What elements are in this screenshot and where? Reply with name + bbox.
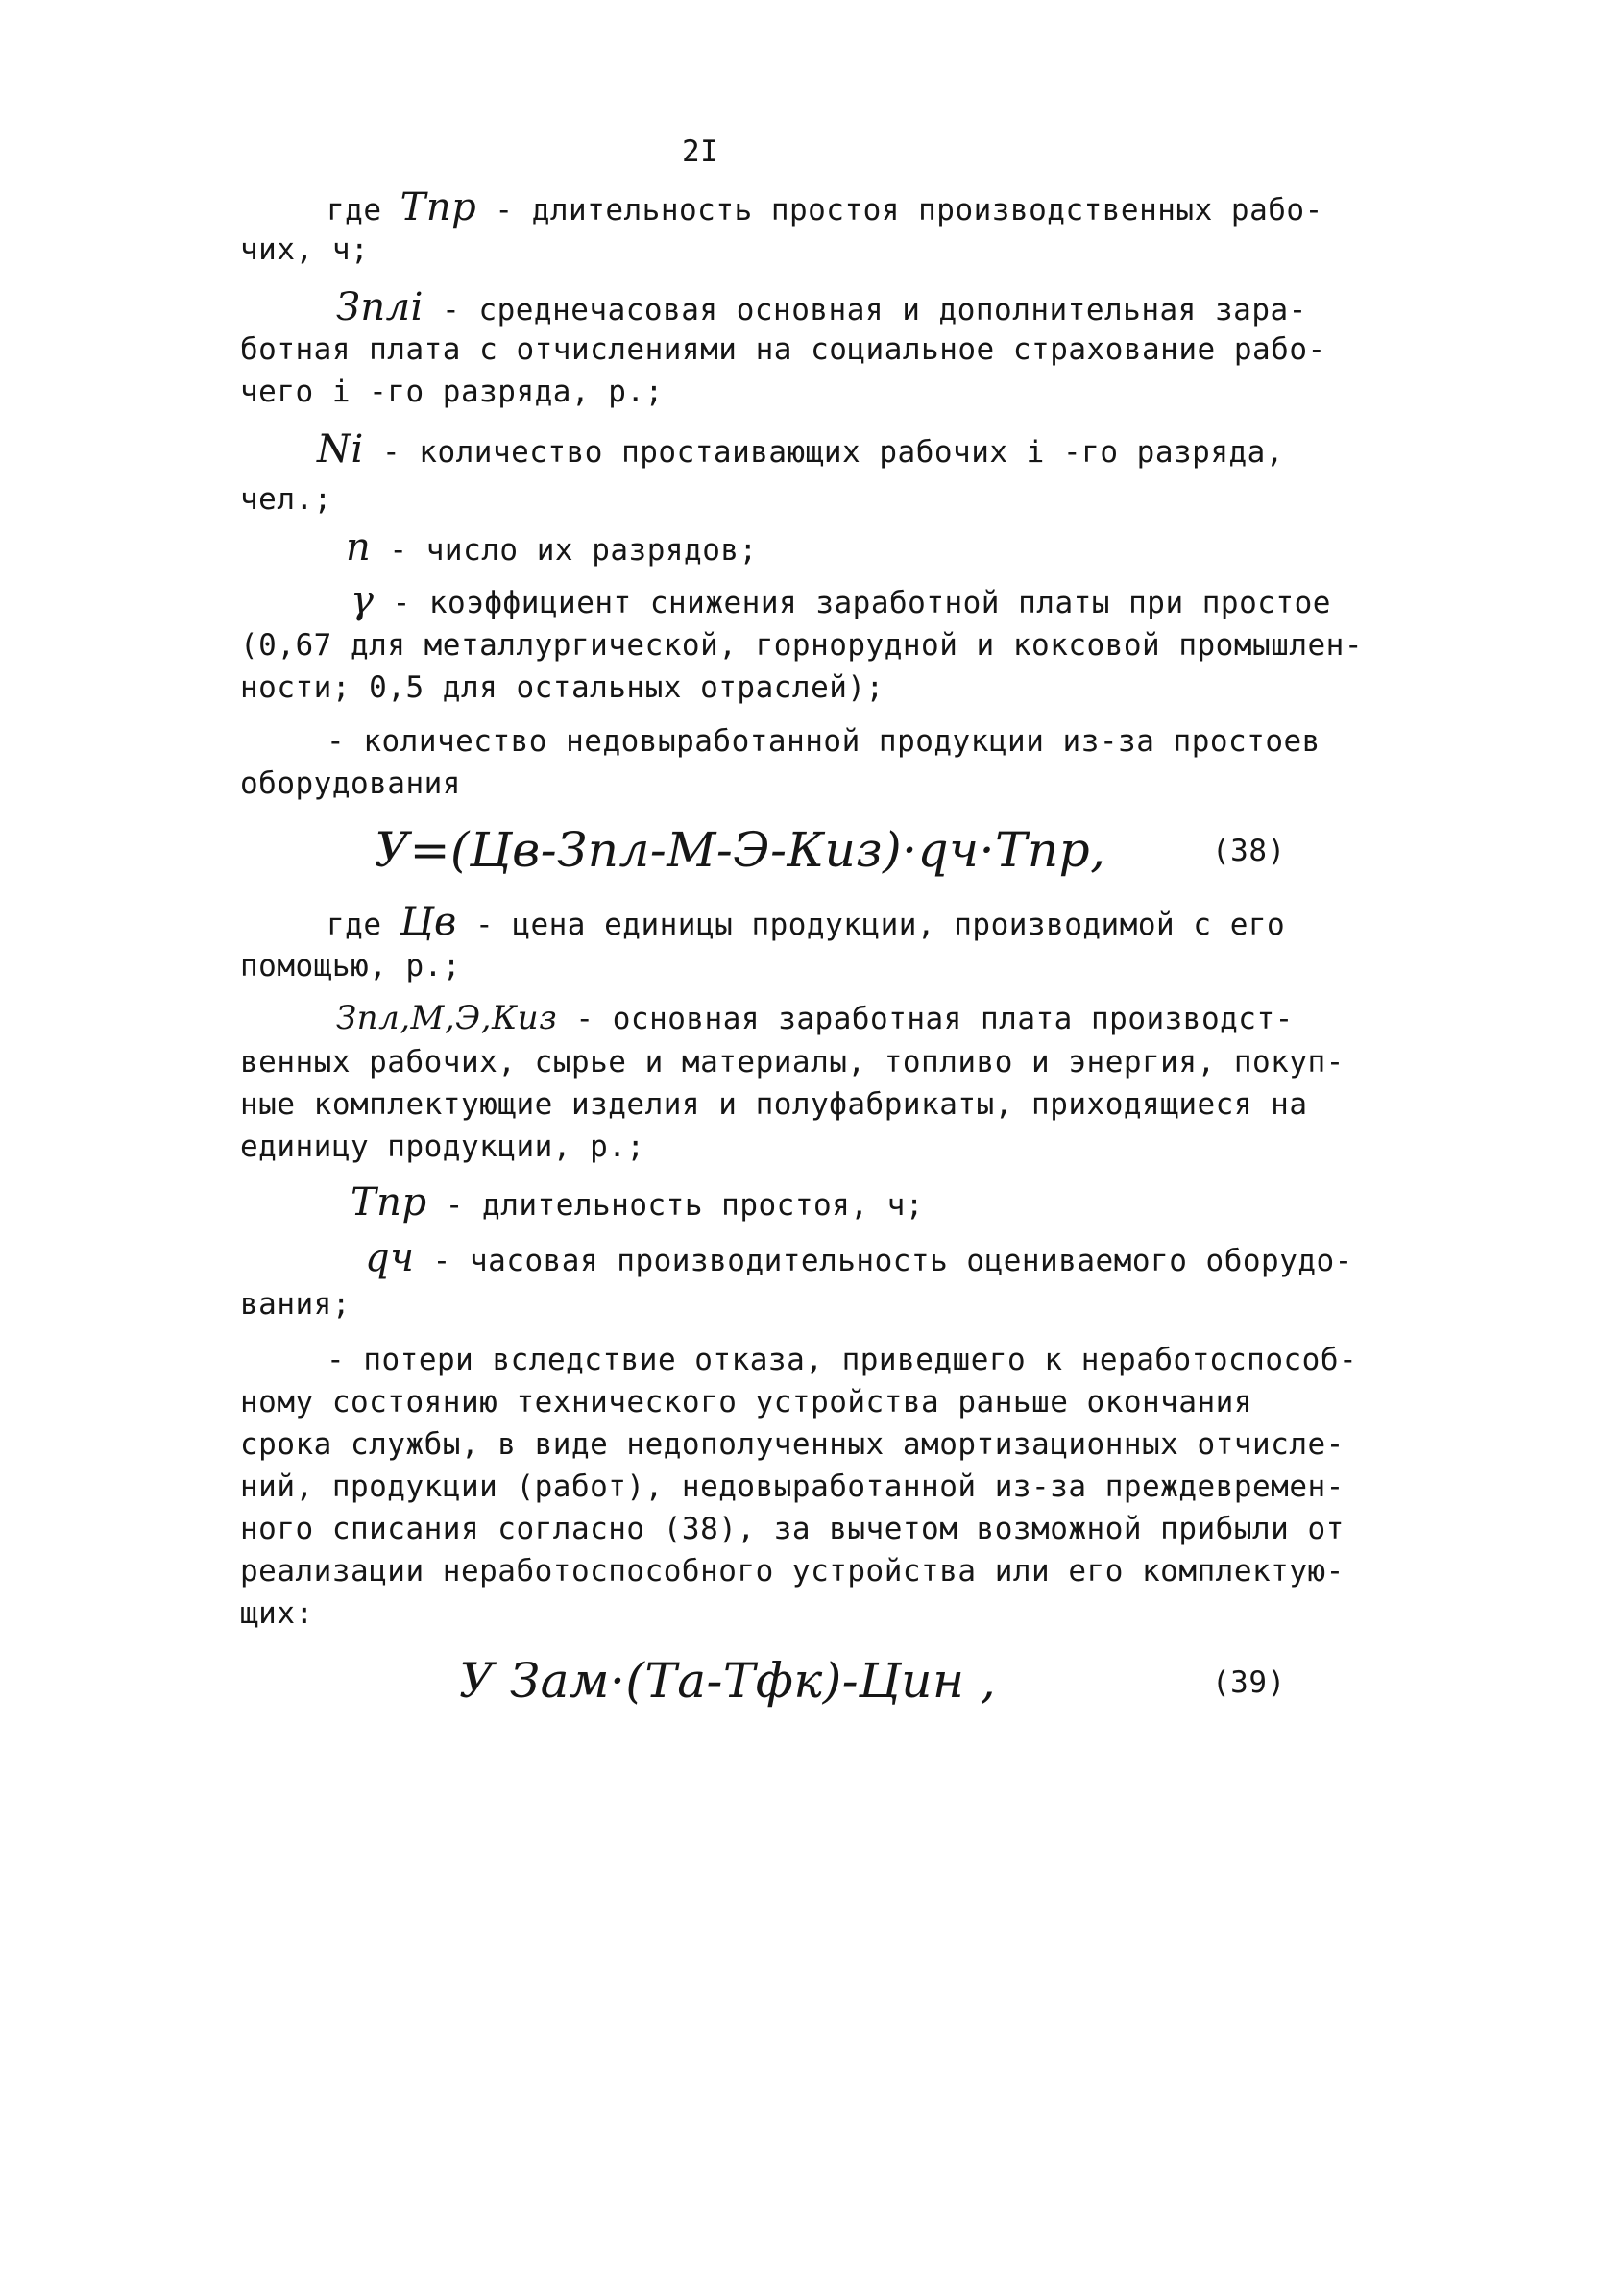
text-line: γ - коэффициент снижения заработной платы при простое	[351, 578, 1331, 622]
page-number: 2I	[682, 134, 719, 169]
equation-number-39: (39)	[1212, 1665, 1286, 1700]
text-line: щих:	[240, 1596, 314, 1631]
text-line: ного списания согласно (38), за вычетом возможной прибыли от	[240, 1512, 1345, 1546]
text-line: Зплi - среднечасовая основная и дополнительная зара-	[336, 285, 1307, 329]
text-line: вания;	[240, 1287, 351, 1322]
text-line: (0,67 для металлургической, горнорудной и коксовой промышлен-	[240, 628, 1363, 663]
symbol-N-i: Ni	[317, 427, 364, 472]
symbol-T-pr: Tпр	[400, 185, 477, 230]
text-line: qч - часовая производительность оцениваемого оборудо-	[365, 1236, 1353, 1280]
text-line: Зпл,М,Э,Киз - основная заработная плата производст-	[336, 999, 1294, 1037]
text-line: срока службы, в виде недополученных амортизационных отчисле-	[240, 1427, 1345, 1462]
text-line: - количество недовыработанной продукции из-за простоев	[327, 724, 1321, 759]
symbol-cost-components: Зпл,М,Э,Киз	[336, 999, 558, 1037]
text-line: реализации неработоспособного устройства или его комплектую-	[240, 1554, 1345, 1589]
text-line: где Цв - цена единицы продукции, производимой с его	[327, 900, 1286, 944]
symbol-Ts-v: Цв	[400, 900, 457, 944]
text-line: - потери вследствие отказа, приведшего к неработоспособ-	[327, 1343, 1358, 1377]
text-line: чел.;	[240, 482, 332, 517]
text-line: где Tпр - длительность простоя производственных рабо-	[327, 185, 1323, 230]
text-line: оборудования	[240, 766, 461, 801]
text-line: ности; 0,5 для остальных отраслей);	[240, 670, 885, 705]
text-line: единицу продукции, р.;	[240, 1129, 645, 1164]
formula-38: У=(Цв-Зпл-М-Э-Киз)·qч·Tпр,	[375, 822, 1106, 878]
line-prefix: где	[327, 193, 400, 228]
text-line: n - число их разрядов;	[346, 525, 758, 570]
equation-number-38: (38)	[1212, 834, 1286, 868]
text-line: ные комплектующие изделия и полуфабрикаты, приходящиеся на	[240, 1087, 1308, 1122]
text-line: ний, продукции (работ), недовыработанной из-за преждевремен-	[240, 1469, 1345, 1504]
symbol-gamma: γ	[351, 578, 375, 622]
symbol-Z-pl-i: Зплi	[336, 285, 424, 329]
text-line: ботная плата с отчислениями на социальное страхование рабо-	[240, 332, 1326, 367]
symbol-q-ch: qч	[365, 1236, 415, 1280]
formula-39: У Зам·(Tа-Tфк)-Цин ,	[459, 1653, 997, 1709]
text-line: чих, ч;	[240, 232, 370, 267]
text-line: Ni - количество простаивающих рабочих i -го разряда,	[317, 427, 1284, 472]
text-line: ному состоянию технического устройства раньше окончания	[240, 1385, 1252, 1420]
text-line: венных рабочих, сырье и материалы, топливо и энергия, покуп-	[240, 1045, 1345, 1080]
text-line: помощью, р.;	[240, 949, 461, 983]
symbol-n: n	[346, 525, 372, 570]
text-line: Tпр - длительность простоя, ч;	[351, 1180, 924, 1225]
text-line: чего i -го разряда, р.;	[240, 375, 664, 409]
symbol-T-pr: Tпр	[351, 1180, 427, 1225]
